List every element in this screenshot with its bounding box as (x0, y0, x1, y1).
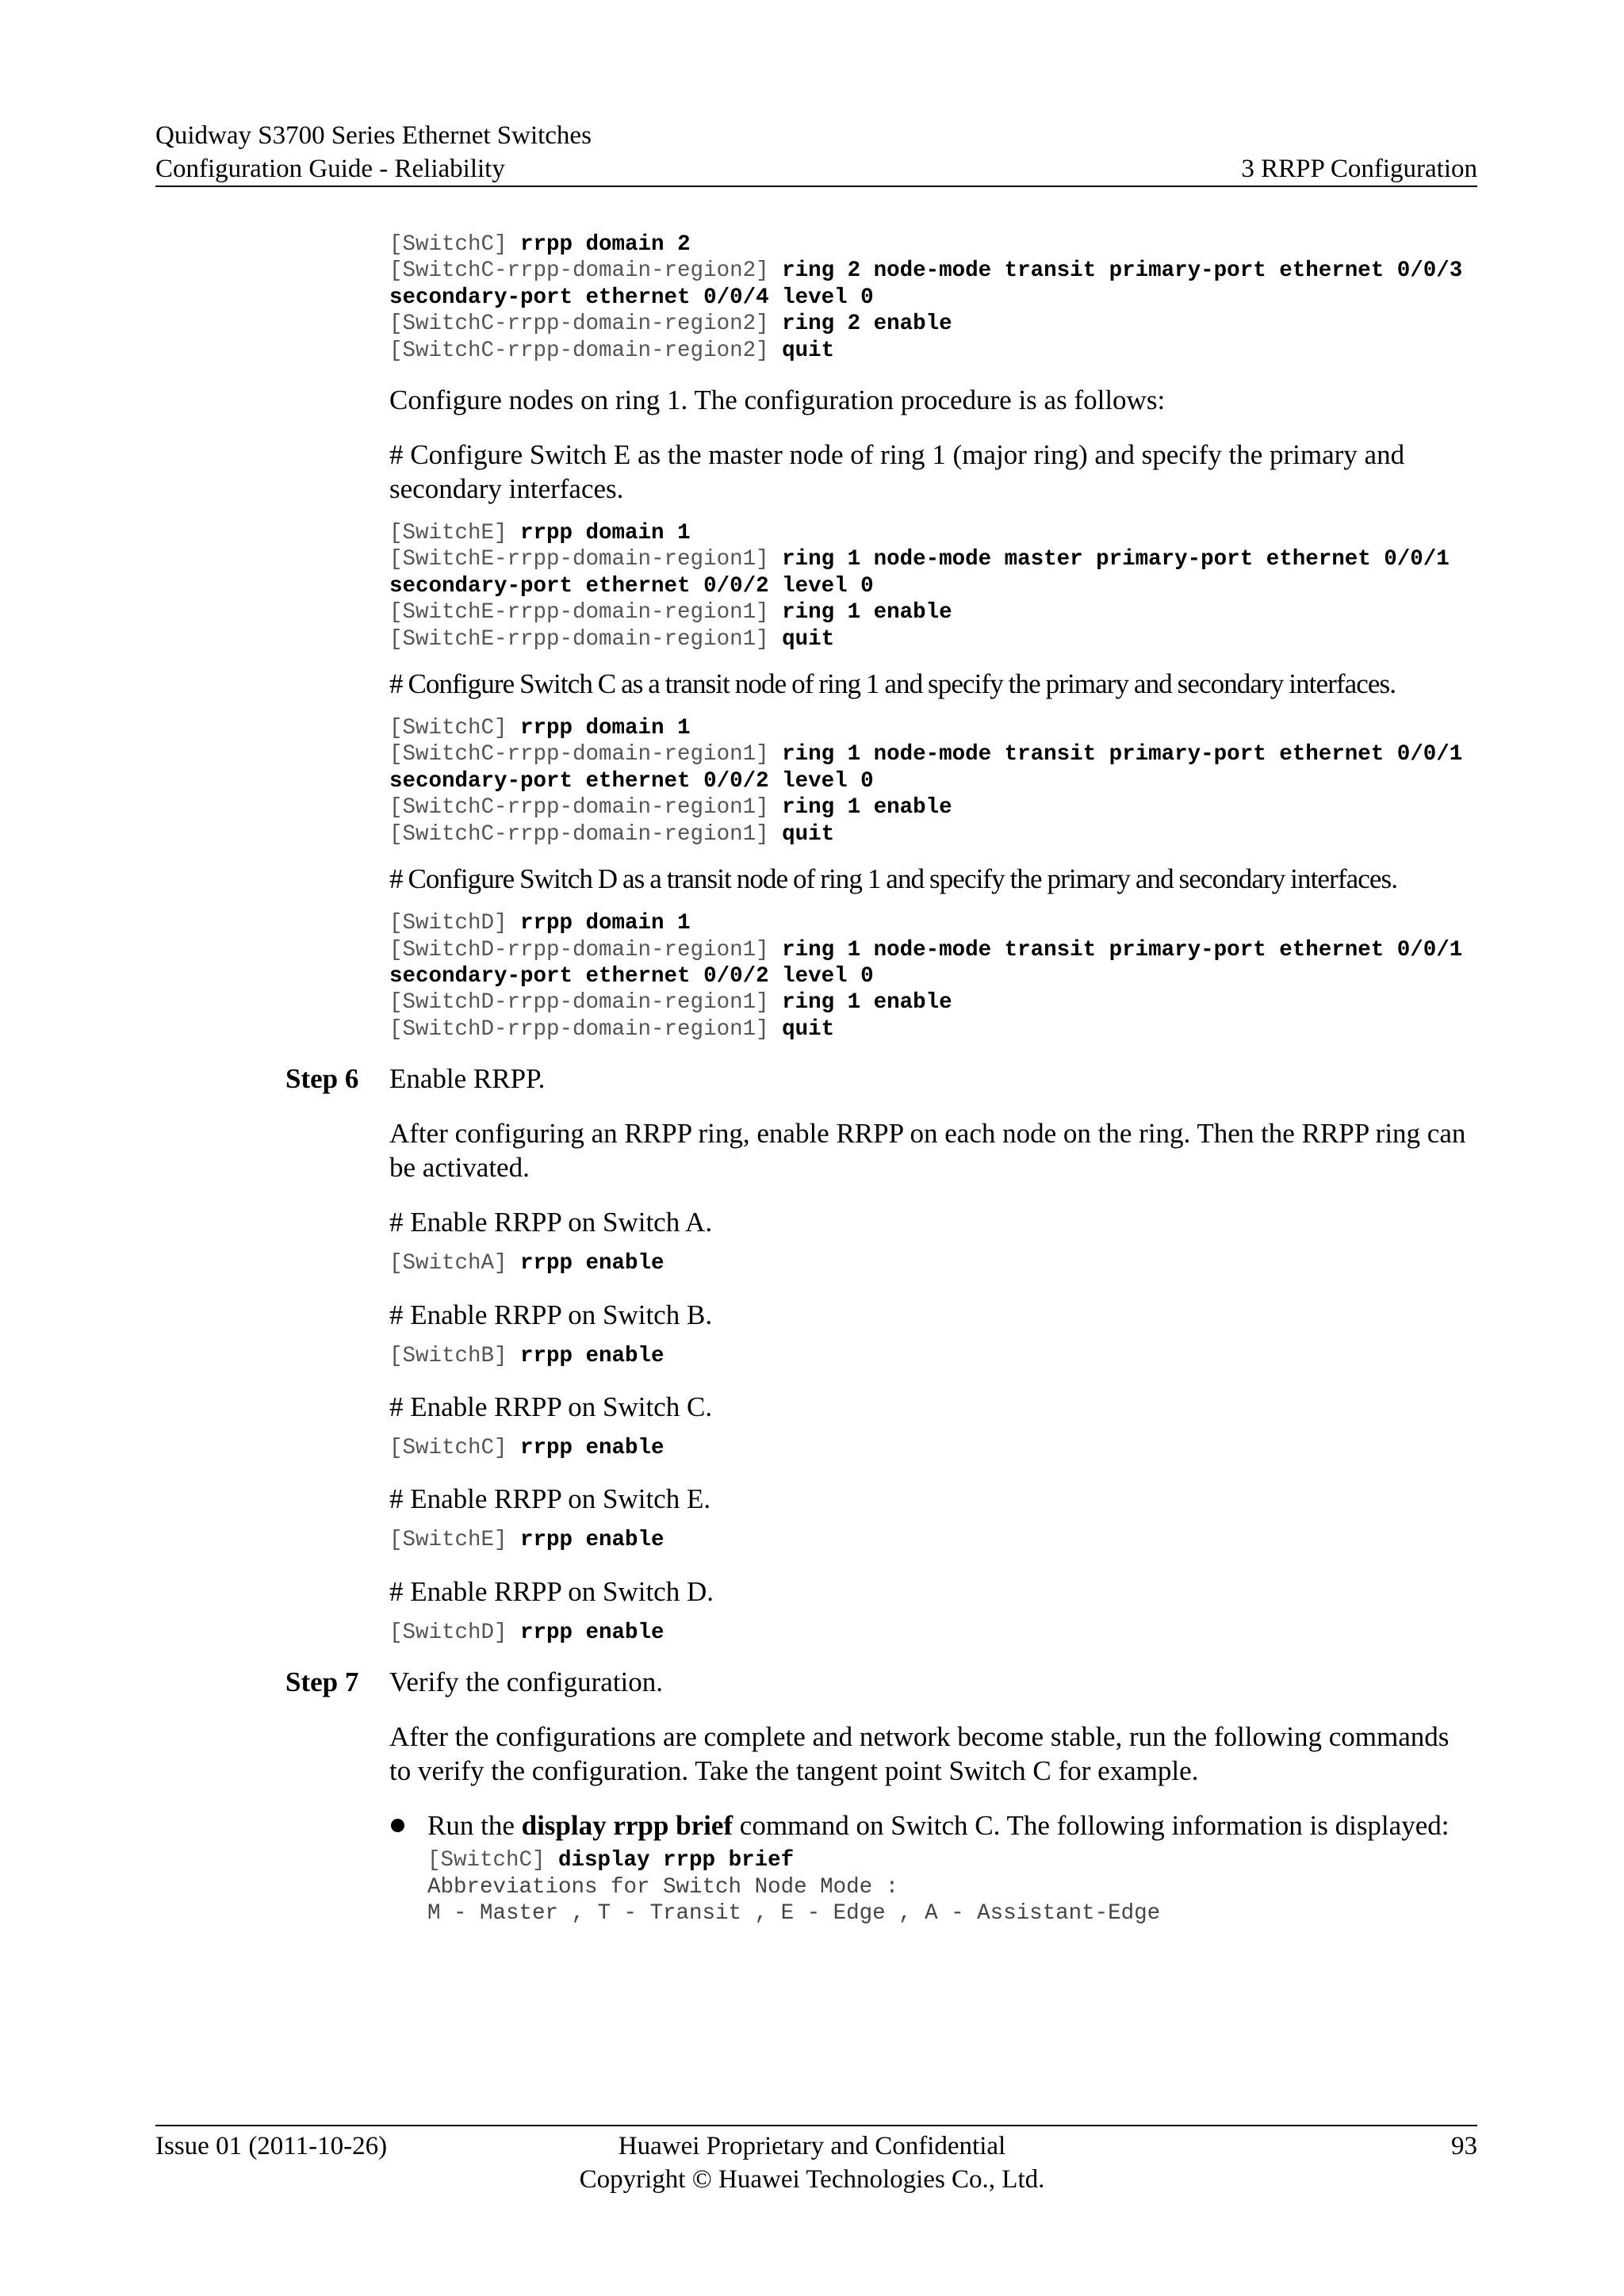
document-header (155, 119, 592, 186)
code-block (389, 520, 1477, 652)
copyright-notice: Copyright © Huawei Technologies Co., Ltd. (579, 2165, 1045, 2194)
bullet-text (427, 1808, 1477, 1843)
cli-command: quit (782, 821, 835, 847)
step-label: Step 6 (285, 1063, 359, 1095)
bullet-text-before: Run the (427, 1810, 522, 1842)
cli-prompt: [SwitchA] (389, 1251, 521, 1276)
footer-notice (0, 2130, 1624, 2196)
step-7 (285, 1665, 1477, 1927)
step-label: Step 7 (285, 1667, 359, 1698)
paragraph: After configuring an RRPP ring, enable RRPP on each node on the ring. Then the RRPP ring can be activated. (389, 1118, 1466, 1184)
cli-command: ring 1 enable (782, 990, 952, 1016)
cli-command: quit (782, 626, 835, 652)
output-line: Abbreviations for Switch Node Mode : (427, 1874, 899, 1900)
paragraph: # Enable RRPP on Switch A. (389, 1207, 713, 1238)
paragraph: # Configure Switch C as a transit node of ring 1 and specify the primary and secondary interfaces. (389, 668, 1396, 700)
step-title: Verify the configuration. (389, 1667, 664, 1698)
cli-command: ring 2 enable (782, 312, 952, 337)
cli-prompt: [SwitchC] (389, 716, 521, 741)
bullet-text-after: command on Switch C. The following information is displayed: (733, 1810, 1450, 1842)
cli-prompt: [SwitchC-rrpp-domain-region2] (389, 338, 783, 363)
cli-command: secondary-port ethernet 0/0/2 level 0 (389, 963, 874, 989)
bullet-item (389, 1808, 1477, 1927)
issue-date: Issue 01 (2011-10-26) (155, 2132, 388, 2160)
cli-prompt: [SwitchC-rrpp-domain-region1] (389, 795, 783, 821)
cli-command: rrpp domain 2 (520, 232, 691, 257)
cli-command: rrpp enable (520, 1251, 665, 1276)
cli-command: ring 1 node-mode transit primary-port ethernet 0/0/1 (782, 742, 1463, 767)
page-number: 93 (1451, 2132, 1477, 2160)
paragraph: # Configure Switch D as a transit node of ring 1 and specify the primary and secondary interfaces. (389, 863, 1398, 895)
cli-command: ring 1 enable (782, 600, 952, 626)
command-name: display rrpp brief (521, 1810, 733, 1842)
cli-command: rrpp enable (520, 1620, 665, 1645)
code-block (389, 715, 1477, 848)
cli-prompt: [SwitchD-rrpp-domain-region1] (389, 1016, 783, 1042)
cli-command: rrpp domain 1 (520, 521, 691, 546)
cli-command: secondary-port ethernet 0/0/4 level 0 (389, 285, 874, 310)
cli-command: secondary-port ethernet 0/0/2 level 0 (389, 768, 874, 794)
footer-divider (155, 2125, 1477, 2126)
bullet-icon (391, 1819, 404, 1832)
code-block (389, 910, 1477, 1043)
cli-prompt: [SwitchC] (427, 1848, 559, 1873)
command-output (427, 1847, 1477, 1927)
cli-prompt: [SwitchC-rrpp-domain-region1] (389, 742, 783, 767)
cli-prompt: [SwitchC-rrpp-domain-region1] (389, 821, 783, 847)
guide-title: Configuration Guide - Reliability (155, 155, 505, 183)
cli-command: display rrpp brief (558, 1848, 795, 1873)
cli-prompt: [SwitchC] (389, 1435, 521, 1460)
cli-command: rrpp domain 1 (520, 716, 691, 741)
paragraph: # Enable RRPP on Switch C. (389, 1391, 713, 1422)
chapter-title: 3 RRPP Configuration (1241, 155, 1477, 183)
cli-prompt: [SwitchE-rrpp-domain-region1] (389, 600, 783, 626)
paragraph: Configure nodes on ring 1. The configuration procedure is as follows: (389, 385, 1166, 416)
cli-command: secondary-port ethernet 0/0/2 level 0 (389, 573, 874, 599)
cli-prompt: [SwitchD-rrpp-domain-region1] (389, 990, 783, 1016)
step-title: Enable RRPP. (389, 1063, 546, 1095)
cli-prompt: [SwitchD] (389, 911, 521, 936)
cli-command: ring 1 node-mode transit primary-port ethernet 0/0/1 (782, 937, 1463, 962)
page-body (285, 232, 1477, 1927)
cli-command: rrpp enable (520, 1343, 665, 1368)
code-block (389, 1435, 1477, 1461)
cli-prompt: [SwitchE-rrpp-domain-region1] (389, 547, 783, 572)
code-block (389, 1527, 1477, 1553)
product-title: Quidway S3700 Series Ethernet Switches (155, 121, 592, 150)
step-items (389, 1205, 1477, 1646)
cli-command: ring 2 node-mode transit primary-port ethernet 0/0/3 (782, 258, 1463, 284)
cli-command: ring 1 enable (782, 795, 952, 821)
code-block (389, 1343, 1477, 1369)
code-block (389, 1250, 1477, 1276)
output-line: M - Master , T - Transit , E - Edge , A - Assistant-Edge (427, 1900, 1161, 1926)
cli-prompt: [SwitchD] (389, 1620, 521, 1645)
paragraph: # Enable RRPP on Switch D. (389, 1575, 714, 1607)
cli-prompt: [SwitchC-rrpp-domain-region2] (389, 312, 783, 337)
cli-command: quit (782, 1016, 835, 1042)
paragraph: # Enable RRPP on Switch E. (389, 1483, 711, 1515)
cli-command: rrpp enable (520, 1435, 665, 1460)
code-block (389, 232, 1477, 364)
paragraph: # Enable RRPP on Switch B. (389, 1299, 713, 1330)
cli-prompt: [SwitchC-rrpp-domain-region2] (389, 258, 783, 284)
paragraph: # Configure Switch E as the master node of ring 1 (major ring) and specify the primary and secondary interfaces. (389, 439, 1405, 505)
cli-command: rrpp domain 1 (520, 911, 691, 936)
code-block (389, 1620, 1477, 1646)
cli-command: rrpp enable (520, 1528, 665, 1553)
cli-prompt: [SwitchD-rrpp-domain-region1] (389, 937, 783, 962)
cli-prompt: [SwitchE-rrpp-domain-region1] (389, 626, 783, 652)
cli-prompt: [SwitchC] (389, 232, 521, 257)
cli-command: quit (782, 338, 835, 363)
cli-command: ring 1 node-mode master primary-port ethernet 0/0/1 (782, 547, 1450, 572)
cli-prompt: [SwitchE] (389, 1528, 521, 1553)
paragraph: After the configurations are complete and network become stable, run the following commands to verify the configuration. Take the tangent point Switch C for example. (389, 1721, 1450, 1787)
header-divider (155, 186, 1477, 187)
cli-prompt: [SwitchE] (389, 521, 521, 546)
cli-prompt: [SwitchB] (389, 1343, 521, 1368)
step-6 (285, 1062, 1477, 1646)
confidentiality-notice: Huawei Proprietary and Confidential (618, 2132, 1006, 2160)
